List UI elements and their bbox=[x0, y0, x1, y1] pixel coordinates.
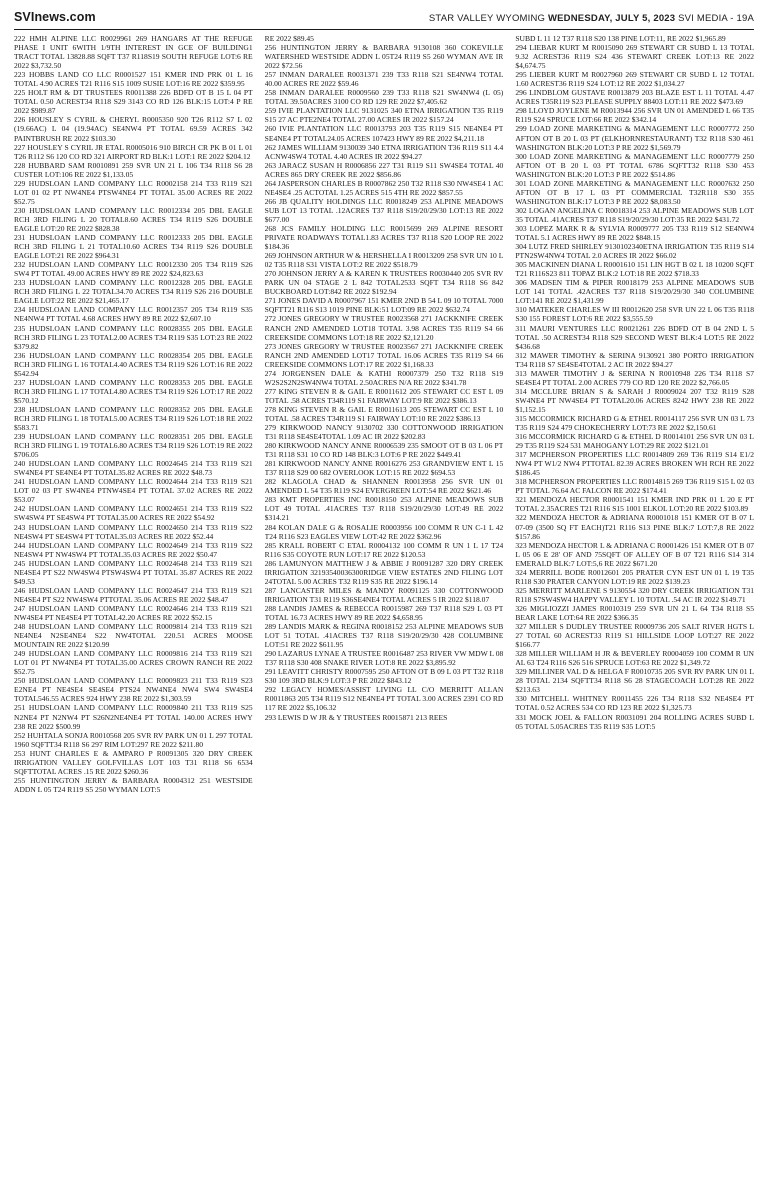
listing-entry: 236 HUDSLOAN LAND COMPANY LLC R0028354 205 DBL EAGLE RCH 3RD FILING L 16 TOTAL4.40 ACRES T34 R119 S26 LOT:16 RE 2022 $542.94 bbox=[14, 350, 253, 378]
listing-entry: 325 MERRITT MARLENE S 9130554 320 DRY CREEK IRRIGATION T31 R118 S7SW4SW4 HAPPY VALLEY L 10 TOTAL .54 AC IR 2022 $149.71 bbox=[515, 585, 754, 604]
listing-entry: 230 HUDSLOAN LAND COMPANY LLC R0012334 205 DBL EAGLE RCH 3RD FILING L 20 TOTAL8.60 ACRES T34 R119 S26 DOUBLE EAGLE LOT:20 RE 2022 $828.38 bbox=[14, 205, 253, 233]
listing-entry: 287 LANCASTER MILES & MANDY R0091125 330 COTTONWOOD IRRIGATION T31 R119 S36SE4NE4 TOTAL ACRES 5 IR 2022 $118.07 bbox=[264, 585, 504, 604]
listing-entry: 228 HUBBARD SAM R0010891 259 SVR UN 21 L 106 T34 R118 S6 28 CUSTER LOT:106 RE 2022 $1,133.05 bbox=[14, 160, 253, 179]
listing-entry: 315 MCCORMICK RICHARD G & ETHEL R0014117 256 SVR UN 03 L 73 T35 R119 S24 479 CHOKECHERRY LOT:73 RE 2022 $2,150.61 bbox=[515, 413, 754, 433]
listing-entry: 239 HUDSLOAN LAND COMPANY LLC R0028351 205 DBL EAGLE RCH 3RD FILING L 19 TOTAL6.80 ACRES T34 R119 S26 LOT:19 RE 2022 $706.05 bbox=[14, 432, 253, 460]
listing-entry: 234 HUDSLOAN LAND COMPANY LLC R0012357 205 T34 R119 S35 NE4NW4 PT TOTAL 4.68 ACRES HWY 89 RE 2022 $2,607.10 bbox=[14, 305, 253, 324]
listing-entry: 251 HUDSLOAN LAND COMPANY LLC R0009840 211 T33 R119 S25 N2NE4 PT N2NW4 PT S26N2NE4NE4 PT TOTAL 140.00 ACRES HWY 238 RE 2022 $500.99 bbox=[14, 703, 253, 731]
listing-entry: 328 MILLER WILLIAM H JR & BEVERLEY R0004059 100 COMM R UN AL 63 T24 R116 S26 516 SPRUCE LOT:63 RE 2022 $1,349.72 bbox=[515, 649, 754, 668]
listing-entry: 285 KRALL ROBERT C ETAL R0004132 100 COMM R UN 1 L 17 T24 R116 S35 COYOTE RUN LOT:17 RE 2022 $120.53 bbox=[264, 540, 504, 559]
listing-entry: 245 HUDSLOAN LAND COMPANY LLC R0024648 214 T33 R119 S21 NE4SE4 PT S22 NW4SW4 PTSW4SW4 PT TOTAL 35.87 ACRES RE 2022 $49.53 bbox=[14, 558, 253, 586]
listing-entry: 303 LOPEZ MARK R & SYLVIA R0009777 205 T33 R119 S12 SE4NW4 TOTAL 5.1 ACRES HWY 89 RE 2022 $848.15 bbox=[515, 223, 754, 243]
listing-entry: 296 LINDBLOM GUSTAVE R0013879 203 BLAZE EST L 11 TOTAL 4.47 ACRES T35R119 S23 PLEASE SUPPLY 88403 LOT:11 RE 2022 $473.69 bbox=[515, 88, 754, 107]
listing-column-3 bbox=[515, 34, 754, 1174]
listing-entry: 306 MADSEN TIM & PIPER R0018179 253 ALPINE MEADOWS SUB LOT 141 TOTAL .42ACRES T37 R118 S19/20/29/30 340 COLUMBINE LOT:141 RE 2022 $1,431.99 bbox=[515, 278, 754, 306]
listing-entry: 244 HUDSLOAN LAND COMPANY LLC R0024649 214 T33 R119 S22 NE4SW4 PT NW4SW4 PT TOTAL35.03 ACRES RE 2022 $50.47 bbox=[14, 540, 253, 559]
listing-entry: 314 MCCLURE BRIAN S & SARAH J R0009024 207 T32 R119 S28 SW4NE4 PT NW4SE4 PT TOTAL20.06 ACRES 8242 HWY 238 RE 2022 $1,152.15 bbox=[515, 386, 754, 414]
listing-entry: RE 2022 $89.45 bbox=[264, 34, 314, 43]
listing-entry: 269 JOHNSON ARTHUR W & HERSHELLA I R0013209 258 SVR UN 10 L 02 T35 R118 S31 VISTA LOT:2 RE 2022 $518.79 bbox=[264, 251, 504, 270]
listing-entry: 288 LANDIS JAMES & REBECCA R0015987 269 T37 R118 S29 L 03 PT TOTAL 16.73 ACRES HWY 89 RE 2022 $4,658.95 bbox=[264, 603, 504, 622]
listing-entry: 241 HUDSLOAN LAND COMPANY LLC R0024644 214 T33 R119 S21 LOT 02 03 PT SW4NE4 PTNW4SE4 PT TOTAL 37.02 ACRES RE 2022 $53.07 bbox=[14, 477, 253, 505]
listing-entry: 277 KING STEVEN R & GAIL E R0011612 205 STEWART CC EST L 09 TOTAL .58 ACRES T34R119 S1 FAIRWAY LOT:9 RE 2022 $386.13 bbox=[264, 386, 504, 405]
listing-entry: 324 MERRILL BODE R0012601 205 PRATER CYN EST UN 01 L 19 T35 R118 S30 PRATER CANYON LOT:19 RE 2022 $139.23 bbox=[515, 567, 754, 586]
listing-entry: 331 MOCK JOEL & FALLON R0031091 204 ROLLING ACRES SUBD L 05 TOTAL 5.05ACRES T35 R119 S35 LOT:5 bbox=[515, 712, 754, 731]
listing-entry: 268 JCS FAMILY HOLDING LLC R0015699 269 ALPINE RESORT PRIVATE ROADWAYS TOTAL1.83 ACRES T37 R118 S20 LOOP RE 2022 $184.36 bbox=[264, 223, 504, 252]
listing-entry: 243 HUDSLOAN LAND COMPANY LLC R0024650 214 T33 R119 S22 NE4SW4 PT SE4SW4 PT TOTAL35.03 ACRES RE 2022 $52.44 bbox=[14, 522, 253, 541]
listing-entry: 237 HUDSLOAN LAND COMPANY LLC R0028353 205 DBL EAGLE RCH 3RD FILING L 17 TOTAL4.80 ACRES T34 R119 S26 LOT:17 RE 2022 $570.12 bbox=[14, 377, 253, 405]
paper-label: STAR VALLEY WYOMING bbox=[428, 13, 546, 24]
listing-entry: 252 HUHTALA SONJA R0010568 205 SVR RV PARK UN 01 L 297 TOTAL 1960 SQFTT34 R118 S6 297 RIM LOT:297 RE 2022 $211.80 bbox=[14, 730, 253, 749]
listing-entry: 330 MITCHELL WHITNEY R0011455 226 T34 R118 S32 NE4SE4 PT TOTAL 0.52 ACRES 534 CO RD 123 RE 2022 $1,325.73 bbox=[515, 694, 754, 713]
listing-entry: 247 HUDSLOAN LAND COMPANY LLC R0024646 214 T33 R119 S21 NW4SE4 PT NE4SE4 PT TOTAL42.20 ACRES RE 2022 $52.15 bbox=[14, 603, 253, 622]
section-page: SVI MEDIA - 19A bbox=[678, 13, 754, 24]
listing-entry: 301 LOAD ZONE MARKETING & MANAGEMENT LLC R0007632 250 AFTON OT B 17 L 03 PT COMMERCIAL T32R118 S30 355 WASHINGTON BLK:17 LOT:3 P RE 2022 $8,083.50 bbox=[515, 178, 754, 206]
listing-column-2 bbox=[265, 34, 504, 1174]
listing-entry: 223 HOBBS LAND CO LLC R0001527 151 KMER IND PRK 01 L 16 TOTAL 4.90 ACRES T21 R116 S15 1009 SUSIE LOT:16 RE 2022 $359.95 bbox=[14, 70, 253, 89]
listing-entry: 248 HUDSLOAN LAND COMPANY LLC R0009814 214 T33 R119 S21 NE4NE4 N2SE4NE4 S22 NW4TOTAL 220.51 ACRES MOOSE MOUNTAIN RE 2022 $120.99 bbox=[14, 622, 253, 650]
listing-columns bbox=[14, 34, 754, 1174]
folio-line bbox=[429, 13, 754, 24]
listing-entry: 274 JORGENSEN DALE & KATHI R0007379 250 T32 R118 S19 W2S2S2N2SW4NW4 TOTAL 2.50ACRES N/A RE 2022 $341.78 bbox=[264, 368, 504, 387]
listing-entry: 316 MCCORMICK RICHARD G & ETHEL D R0014101 256 SVR UN 03 L 29 T35 R119 S24 531 MAHOGANY LOT:29 RE 2022 $121.01 bbox=[515, 432, 754, 451]
listing-entry: 250 HUDSLOAN LAND COMPANY LLC R0009823 211 T33 R119 S23 E2NE4 PT NE4SE4 SE4SE4 PTS24 NW4NE4 NW4 SW4 SW4SE4 TOTAL546.55 ACRES 924 HWY 238 RE 2022 $1,303.59 bbox=[14, 676, 253, 704]
listing-entry: 304 LUTZ FRED SHIRLEY 9130102340ETNA IRRIGATION T35 R119 S14 PTN2SW4NW4 TOTAL 2.0 ACRES IR 2022 $66.02 bbox=[515, 242, 754, 261]
listing-entry: 310 MATEKER CHARLES W III R0012620 258 SVR UN 22 L 06 T35 R118 S30 155 FOREST LOT:6 RE 2022 $3,555.59 bbox=[515, 305, 754, 324]
listing-entry: 321 MENDOZA HECTOR R0001541 151 KMER IND PRK 01 L 20 E PT TOTAL 2.35ACRES T21 R116 S15 1001 ELKOL LOT:20 RE 2022 $103.89 bbox=[515, 495, 754, 514]
listing-entry: 262 JAMES WILLIAM 9130039 340 ETNA IRRIGATION T36 R119 S11 4.4 ACNW4SW4 TOTAL 4.40 ACRES IR 2022 $94.27 bbox=[264, 142, 504, 161]
listing-entry: 272 JONES GREGORY W TRUSTEE R0023568 271 JACKKNIFE CREEK RANCH 2ND AMENDED LOT18 TOTAL 3.98 ACRES T35 R119 S4 66 CREEKSIDE COMMONS LOT:18 RE 2022 $2,121.20 bbox=[264, 314, 504, 342]
listing-entry: 279 KIRKWOOD NANCY 9130702 330 COTTONWOOD IRRIGATION T31 R118 SE4SE4TOTAL 1.09 AC IR 2022 $202.83 bbox=[264, 423, 504, 442]
listing-entry: 238 HUDSLOAN LAND COMPANY LLC R0028352 205 DBL EAGLE RCH 3RD FILING L 18 TOTAL5.00 ACRES T34 R119 S26 LOT:18 RE 2022 $583.71 bbox=[14, 404, 253, 433]
listing-entry: 302 LOGAN ANGELINA C R0018314 253 ALPINE MEADOWS SUB LOT 35 TOTAL .41ACRES T37 R118 S19/20/29/30 LOT:35 RE 2022 $431.72 bbox=[515, 205, 754, 224]
listing-entry: 284 KOLAN DALE G & ROSALIE R0003956 100 COMM R UN C-1 L 42 T24 R116 S23 EAGLES VIEW LOT:42 RE 2022 $362.96 bbox=[264, 522, 504, 541]
listing-entry: 264 JASPERSON CHARLES B R0007862 250 T32 R118 S30 NW4SE4 1 AC NE4SE4 .25 ACTOTAL 1.25 ACRES 515 4TH RE 2022 $857.55 bbox=[264, 178, 504, 197]
listing-entry: 298 LLOYD JOYLENE M R0013944 256 SVR UN 01 AMENDED L 66 T35 R119 S24 SPRUCE LOT:66 RE 2022 $342.14 bbox=[515, 106, 754, 125]
listing-entry: 240 HUDSLOAN LAND COMPANY LLC R0024645 214 T33 R119 S21 SW4NE4 PT SE4NE4 PT TOTAL35.82 ACRES RE 2022 $48.73 bbox=[14, 459, 253, 478]
listing-entry: 273 JONES GREGORY W TRUSTEE R0023567 271 JACKKNIFE CREEK RANCH 2ND AMENDED LOT17 TOTAL 16.06 ACRES T35 R119 S4 66 CREEKSIDE COMMONS LOT:17 RE 2022 $1,168.33 bbox=[264, 341, 504, 369]
listing-entry: 299 LOAD ZONE MARKETING & MANAGEMENT LLC R0007772 250 AFTON OT B 20 L 03 PT (ELKHORNRESTAURANT) T32 R118 S30 461 WASHINGTON BLK:20 LOT:3 P RE 2022 $1,569.79 bbox=[515, 124, 754, 152]
listing-entry: 229 HUDSLOAN LAND COMPANY LLC R0002158 214 T33 R119 S21 LOT 01 02 PT NW4NE4 PTSW4NE4 PT TOTAL 35.00 ACRES RE 2022 $52.75 bbox=[14, 178, 253, 206]
listing-entry: 278 KING STEVEN R & GAIL E R0011613 205 STEWART CC EST L 10 TOTAL .58 ACRES T34R119 S1 FAIRWAY LOT:10 RE 2022 $386.13 bbox=[264, 404, 504, 423]
listing-entry: 295 LIEBER KURT M R0027960 269 STEWART CR SUBD L 12 TOTAL 1.60 ACREST36 R119 S24 LOT:12 RE 2022 $1,034.27 bbox=[515, 70, 754, 89]
listing-entry: 313 MAWER TIMOTHY J & SERINA N R0010948 226 T34 R118 S7 SE4SE4 PT TOTAL 2.00 ACRES 779 CO RD 120 RE 2022 $2,766.05 bbox=[515, 368, 754, 387]
listing-entry: 259 IVIE PLANTATION LLC 9131025 340 ETNA IRRIGATION T35 R119 S15 27 AC PTE2NE4 TOTAL 27.00 ACRES IR 2022 $157.24 bbox=[264, 106, 504, 125]
listing-entry: 327 MILLER S DUDLEY TRUSTEE R0009736 205 SALT RIVER HGTS L 27 TOTAL 60 ACREST33 R119 S1 HILLSIDE LOOP LOT:27 RE 2022 $166.77 bbox=[515, 622, 754, 650]
listing-entry: 292 LEGACY HOMES/ASSIST LIVING LL C/O MERRITT ALLAN R0011863 205 T34 R119 S12 NE4NE4 PT TOTAL 3.00 ACRES 2391 CO RD 117 RE 2022 $5,106.32 bbox=[264, 685, 504, 713]
listing-entry: 246 HUDSLOAN LAND COMPANY LLC R0024647 214 T33 R119 S21 NE4SE4 PT S22 NW4SW4 PTTOTAL 35.06 ACRES RE 2022 $48.47 bbox=[14, 585, 253, 604]
listing-entry: 271 JONES DAVID A R0007967 151 KMER 2ND B 54 L 09 10 TOTAL 7000 SQFTT21 R116 S13 1019 PINE BLK:51 LOT:09 RE 2022 $632.74 bbox=[264, 296, 504, 315]
listing-entry: 225 HOLT RM & DT TRUSTEES R0011388 226 BDFD OT B 15 L 04 PT TOTAL 0.50 ACREST34 R118 S29 3143 CO RD 126 BLK:15 LOT:4 P RE 2022 $989.87 bbox=[14, 88, 253, 116]
page-header bbox=[14, 10, 754, 30]
listing-entry: 291 LEAVITT CHRISTY R0007595 250 AFTON OT B 09 L 03 PT T32 R118 S30 109 3RD BLK:9 LOT:3 P RE 2022 $843.12 bbox=[264, 667, 504, 686]
issue-date: WEDNESDAY, JULY 5, 2023 bbox=[547, 13, 676, 24]
listing-entry: 222 HMH ALPINE LLC R0029961 269 HANGARS AT THE REFUGE PHASE I UNIT 6WITH 1/9TH INTEREST IN GCE OF BUILDING1 TRACT TOTAL 13828.88 SQFT T37 R118S19 SOUTH REFUGE LOT:6 RE 2022 $3,732.50 bbox=[14, 34, 253, 71]
listing-entry: 226 HOUSLEY S CYRIL & CHERYL R0005350 920 T26 R112 S7 L 02 (19.66AC) L 04 (19.94AC) SE4NW4 PT TOTAL 69.59 ACRES 342 PAINTBRUSH RE 2022 $103.30 bbox=[14, 115, 253, 143]
listing-entry: 249 HUDSLOAN LAND COMPANY LLC R0009816 214 T33 R119 S21 LOT 01 PT NW4NE4 PT TOTAL35.00 ACRES CROWN RANCH RE 2022 $52.75 bbox=[14, 649, 253, 677]
listing-entry: 255 HUNTINGTON JERRY & BARBARA R0004312 251 WESTSIDE ADDN L 05 T24 R119 S5 250 WYMAN LOT:5 bbox=[14, 775, 253, 794]
listing-entry: 311 MAURI VENTURES LLC R0021261 226 BDFD OT B 04 2ND L 5 TOTAL .50 ACREST34 R118 S29 SECOND WEST BLK:4 LOT:5 RE 2022 $436.68 bbox=[515, 323, 754, 351]
listing-entry: 329 MILLINER VAL D & HELGA F R0010735 205 SVR RV PARK UN 01 L 28 TOTAL 2134 SQFTT34 R118 S6 28 STAGECOACH LOT:28 RE 2022 $213.63 bbox=[515, 667, 754, 695]
listing-entry: 322 MENDOZA HECTOR & ADRIANA R0001018 151 KMER OT B 07 L 07-09 (3500 SQ FT EACH)T21 R116 S13 PINE BLK:7 LOT:7,8 RE 2022 $157.86 bbox=[515, 513, 754, 541]
listing-entry: 312 MAWER TIMOTHY & SERINA 9130921 380 PORTO IRRIGATION T34 R118 S7 SE4SE4TOTAL 2 AC IR 2022 $94.27 bbox=[515, 350, 754, 369]
listing-entry: 282 KLAGOLA CHAD & SHANNEN R0013958 256 SVR UN 01 AMENDED L 54 T35 R119 S24 EVERGREEN LOT:54 RE 2022 $621.46 bbox=[264, 477, 504, 496]
listing-entry: 300 LOAD ZONE MARKETING & MANAGEMENT LLC R0007779 250 AFTON OT B 20 L 03 PT TOTAL 6786 SQFTT32 R118 S30 453 WASHINGTON BLK:20 LOT:3 P RE 2022 $514.86 bbox=[515, 151, 754, 179]
listing-entry: 257 INMAN DARALEE R0031371 239 T33 R118 S21 SE4NW4 TOTAL 40.00 ACRES RE 2022 $59.46 bbox=[264, 70, 504, 89]
listing-entry: 227 HOUSLEY S CYRIL JR ETAL R0005016 910 BIRCH CR PK B 01 L 01 T26 R112 S6 120 CO RD 321 AIRPORT RD BLK:1 LOT:1 RE 2022 $204.12 bbox=[14, 142, 253, 161]
listing-entry: 258 INMAN DARALEE R0009560 239 T33 R118 S21 SW4NW4 (L 05) TOTAL 39.50ACRES 3100 CO RD 129 RE 2022 $7,405.62 bbox=[264, 88, 504, 107]
listing-entry: 263 JARACZ SUSAN H R0006856 227 T31 R119 S11 SW4SE4 TOTAL 40 ACRES 865 DRY CREEK RE 2022 $856.86 bbox=[264, 160, 504, 179]
listing-entry: 260 IVIE PLANTATION LLC R0013793 203 T35 R119 S15 NE4NE4 PT SE4NE4 PT TOTAL24.05 ACRES 107423 HWY 89 RE 2022 $4,211.18 bbox=[264, 124, 504, 143]
listing-entry: 294 LIEBAR KURT M R0015090 269 STEWART CR SUBD L 13 TOTAL 9.32 ACREST36 R119 S24 436 STEWART CREEK LOT:13 RE 2022 $4,674.75 bbox=[515, 43, 754, 71]
listing-entry: 318 MCPHERSON PROPERTIES LLC R0014815 269 T36 R119 S15 L 02 03 PT TOTAL 76.64 AC FALCON RE 2022 $174.41 bbox=[515, 477, 754, 496]
listing-entry: 270 JOHNSON JERRY A & KAREN K TRUSTEES R0030440 205 SVR RV PARK UN 04 STAGE 2 L 842 TOTAL2533 SQFT T34 R118 S6 842 BUCKBOARD LOT:842 RE 2022 $192.94 bbox=[264, 269, 504, 297]
listing-entry: 256 HUNTINGTON JERRY & BARBARA 9130108 360 COKEVILLE WATERSHED WESTSIDE ADDN L 05T24 R119 S5 260 WYMAN AVE IR 2022 $72.56 bbox=[264, 43, 504, 71]
listing-entry: 290 LAZARUS LYNAE A TRUSTEE R0016487 253 RIVER VW MDW L 08 T37 R118 S30 408 SNAKE RIVER LOT:8 RE 2022 $3,895.92 bbox=[264, 649, 504, 668]
listing-entry: 242 HUDSLOAN LAND COMPANY LLC R0024651 214 T33 R119 S22 SW4SW4 PT SE4SW4 PT TOTAL35.00 ACRES RE 2022 $54.92 bbox=[14, 504, 253, 523]
listing-entry: 231 HUDSLOAN LAND COMPANY LLC R0012333 205 DBL EAGLE RCH 3RD FILING L 21 TOTAL10.60 ACRES T34 R119 S26 DOUBLE EAGLE LOT:21 RE 2022 $964.31 bbox=[14, 233, 253, 261]
listing-entry: SUBD L 11 12 T37 R118 S20 138 PINE LOT:11, RE 2022 $1,965.89 bbox=[515, 34, 726, 43]
listing-entry: 326 MIGLIOZZI JAMES R0010319 259 SVR UN 21 L 64 T34 R118 S5 BEAR LAKE LOT:64 RE 2022 $366.35 bbox=[515, 603, 754, 622]
listing-entry: 289 LANDIS MARK & REGINA R0018152 253 ALPINE MEADOWS SUB LOT 51 TOTAL .41ACRES T37 R118 S19/20/29/30 428 COLUMBINE LOT:51 RE 2022 $611.95 bbox=[264, 622, 504, 650]
listing-entry: 253 HUNT CHARLES E & AMPARO P R0091305 320 DRY CREEK IRRIGATION VALLEY GOLFVILLAS LOT 103 T31 R118 S6 6534 SQFTTOTAL ACRES .15 RE 2022 $260.36 bbox=[14, 748, 253, 776]
listing-entry: 232 HUDSLOAN LAND COMPANY LLC R0012330 205 T34 R119 S26 SW4 PT TOTAL 49.00 ACRES HWY 89 RE 2022 $24,823.63 bbox=[14, 260, 253, 279]
listing-entry: 280 KIRKWOOD NANCY ANNE R0006539 235 SMOOT OT B 03 L 06 PT T31 R118 S31 10 CO RD 148 BLK:3 LOT:6 P RE 2022 $449.41 bbox=[264, 441, 504, 460]
listing-entry: 266 JB QUALITY HOLDINGS LLC R0018249 253 ALPINE MEADOWS SUB LOT 13 TOTAL .12ACRES T37 R118 S19/20/29/30 LOT:13 RE 2022 $677.00 bbox=[264, 196, 504, 224]
listing-entry: 233 HUDSLOAN LAND COMPANY LLC R0012328 205 DBL EAGLE RCH 3RD FILING L 22 TOTAL34.70 ACRES T34 R119 S26 216 DOUBLE EAGLE LOT:22 RE 2022 $21,465.17 bbox=[14, 278, 253, 306]
listing-entry: 305 MACKINEN DIANA L R0001610 151 LIN HGT B 02 L 18 10200 SQFT T21 R116S23 811 TOPAZ BLK:2 LOT:18 RE 2022 $718.33 bbox=[515, 260, 754, 279]
listing-entry: 323 MENDOZA HECTOR L & ADRIANA C R0001426 151 KMER OT B 07 L 05 06 E 28' OF AND 75SQFT OF ALLEY OF B 07 T21 R116 S14 314 EMERALD BLK:7 LOT:5,6 RE 2022 $671.20 bbox=[515, 540, 754, 568]
listing-entry: 281 KIRKWOOD NANCY ANNE R0016276 253 GRANDVIEW ENT L 15 T37 R118 S29 00 682 OVERLOOK LOT:15 RE 2022 $694.53 bbox=[264, 459, 504, 478]
listing-entry: 286 LAMUNYON MATTHEW J & ABBIE J R0091287 320 DRY CREEK IRRIGATION 32193540036300RIDGE VIEW ESTATES 2ND FILING LOT 24TOTAL 5.00 ACRES T32 R119 S35 RE 2022 $196.14 bbox=[264, 558, 504, 586]
listing-entry: 283 KMT PROPERTIES INC R0018150 253 ALPINE MEADOWS SUB LOT 49 TOTAL .41ACRES T37 R118 S19/20/29/30 LOT:49 RE 2022 $314.21 bbox=[264, 495, 504, 523]
listing-entry: 293 LEWIS D W JR & Y TRUSTEES R0015871 213 REES bbox=[264, 712, 448, 722]
listing-entry: 235 HUDSLOAN LAND COMPANY LLC R0028355 205 DBL EAGLE RCH 3RD FILING L 23 TOTAL2.00 ACRES T34 R119 S35 LOT:23 RE 2022 $379.82 bbox=[14, 323, 253, 351]
listing-column-1 bbox=[14, 34, 253, 1174]
site-name[interactable]: SVInews.com bbox=[14, 10, 96, 24]
listing-entry: 317 MCPHERSON PROPERTIES LLC R0014809 269 T36 R119 S14 E1/2 NW4 PT W1/2 NW4 PTTOTAL 82.39 ACRES BROKEN WH RCH RE 2022 $186.45 bbox=[515, 450, 754, 478]
